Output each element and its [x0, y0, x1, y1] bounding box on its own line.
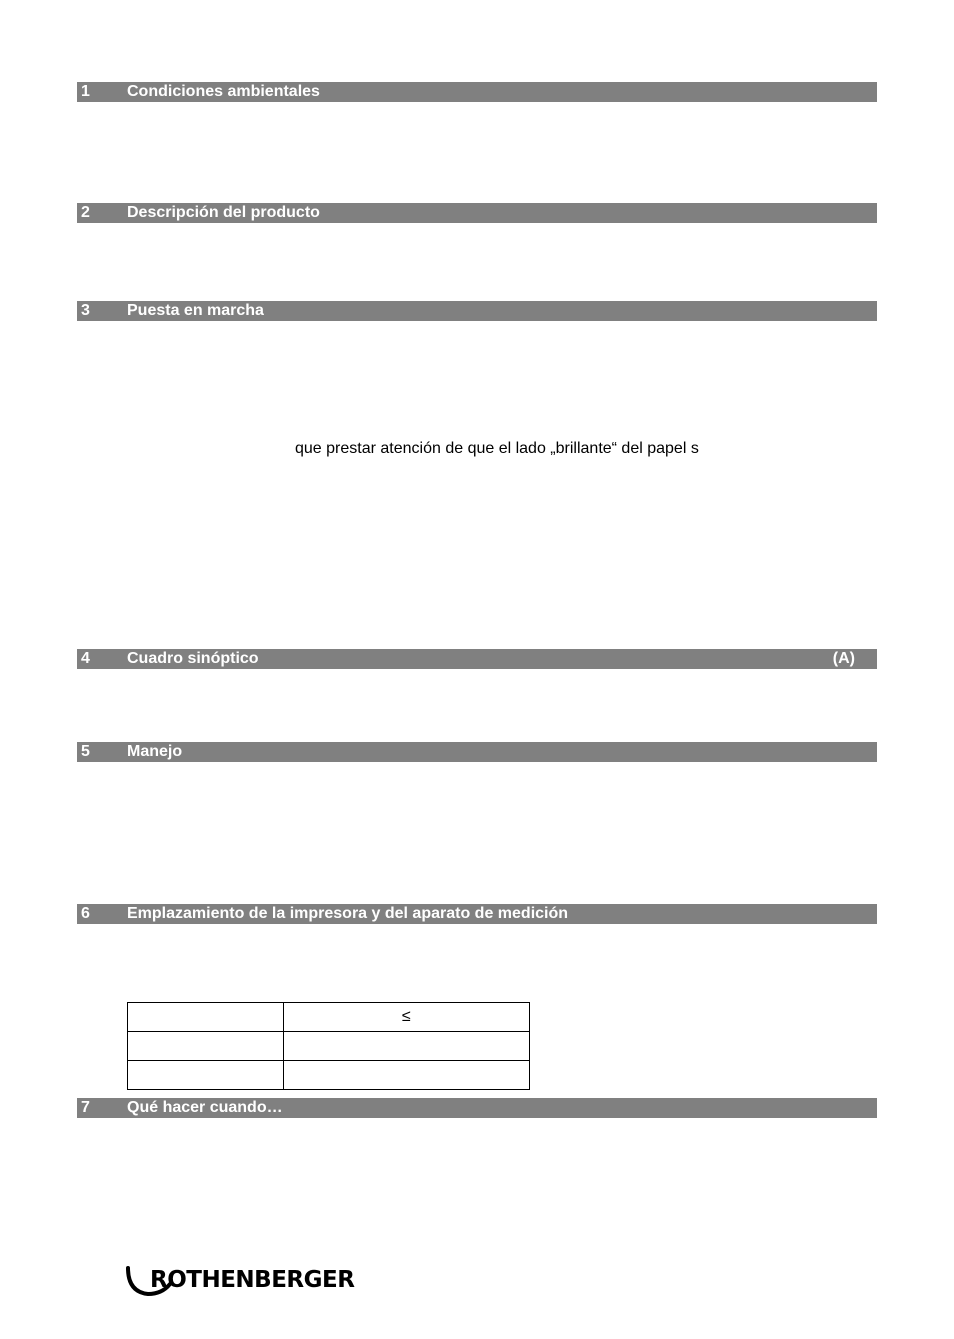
section-number: 3	[81, 302, 90, 319]
table-row	[128, 1061, 530, 1090]
section-title: Condiciones ambientales	[127, 83, 320, 100]
section-number: 6	[81, 905, 90, 922]
section-number: 7	[81, 1099, 90, 1116]
table-row	[128, 1003, 530, 1032]
section-header-2	[77, 203, 877, 223]
section-title: Descripción del producto	[127, 204, 320, 221]
table-cell	[283, 1032, 529, 1061]
section-title: Manejo	[127, 743, 183, 760]
brand-logo	[124, 1262, 354, 1298]
section-header-5	[77, 742, 877, 762]
spec-table	[127, 1002, 530, 1090]
table-row	[128, 1032, 530, 1061]
section-title: Qué hacer cuando…	[127, 1099, 283, 1116]
section-header-6	[77, 904, 877, 924]
body-paragraph: que prestar atención de que el lado „brillante“ del papel s	[295, 440, 699, 457]
logo-text: ROTHENBERGER	[150, 1267, 355, 1293]
section-header-1	[77, 82, 877, 102]
table-cell	[128, 1003, 284, 1032]
section-header-7	[77, 1098, 877, 1118]
table-cell	[283, 1061, 529, 1090]
section-header-3	[77, 301, 877, 321]
section-number: 2	[81, 204, 90, 221]
section-header-4	[77, 649, 877, 669]
section-title: Cuadro sinóptico	[127, 650, 259, 667]
table-cell	[128, 1032, 284, 1061]
section-title: Puesta en marcha	[127, 302, 264, 319]
figure-reference: (A)	[832, 650, 855, 667]
section-number: 4	[81, 650, 90, 667]
section-number: 1	[81, 83, 90, 100]
table-cell	[128, 1061, 284, 1090]
section-number: 5	[81, 743, 90, 760]
section-title: Emplazamiento de la impresora y del aparato de medición	[127, 905, 569, 922]
table-cell: ≤	[283, 1003, 529, 1032]
